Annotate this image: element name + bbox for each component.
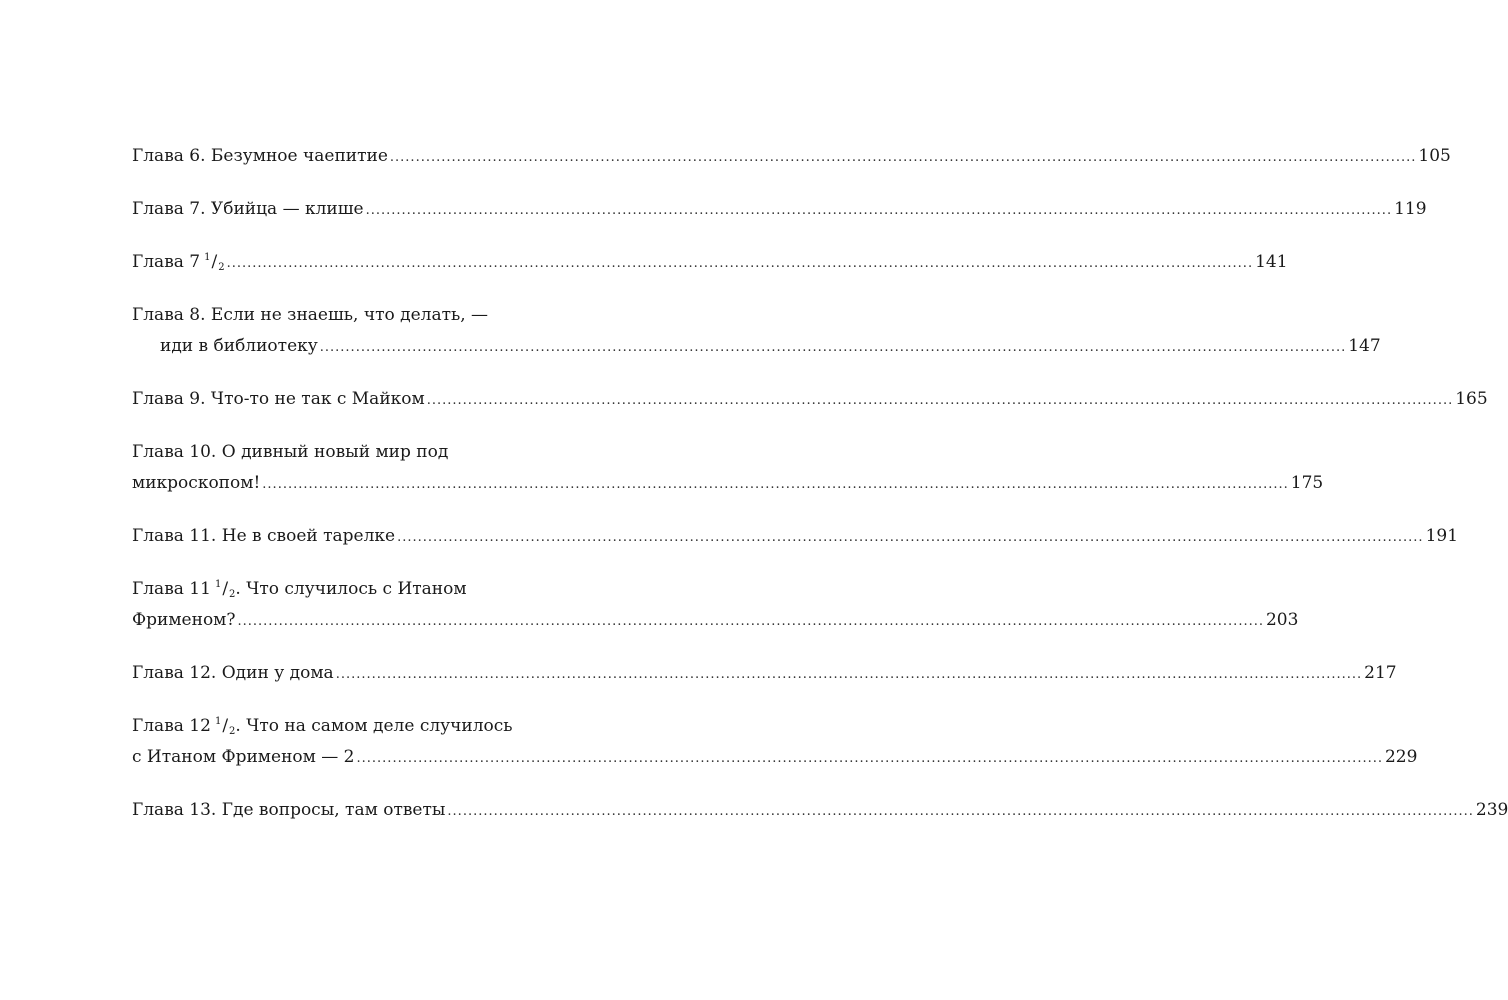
fraction-numerator: 1 [214, 579, 222, 590]
toc-entry-title-rest: . Что на самом деле случилось [235, 716, 513, 736]
dot-leader: ........................................................................................................................................................................................................ [237, 614, 1264, 629]
toc-entry-title [132, 716, 513, 739]
dot-leader: ........................................................................................................................................................................................................ [389, 150, 1417, 165]
dot-leader: ........................................................................................................................................................................................................ [226, 256, 1254, 271]
toc-entry [132, 305, 1381, 357]
toc-entry-title: Глава 9. Что-то не так с Майком [132, 389, 425, 409]
dot-leader: ........................................................................................................................................................................................................ [365, 203, 1393, 218]
toc-entry-title-prefix: Глава 7 [132, 252, 201, 272]
fraction-numerator: 1 [204, 252, 211, 263]
fraction-slash: / [222, 579, 229, 599]
fraction-denominator: 2 [229, 589, 236, 600]
toc-entry-title-prefix: Глава 11 [132, 579, 211, 599]
dot-leader: ........................................................................................................................................................................................................ [262, 477, 1289, 492]
toc-entry-title: Глава 10. О дивный новый мир под [132, 442, 449, 462]
toc-entry [132, 199, 1427, 220]
toc-entry-title-continued: иди в библиотеку [160, 336, 318, 356]
toc-entry-title [132, 252, 225, 275]
toc-entry-title [132, 579, 467, 602]
toc-entry-title: Глава 8. Если не знаешь, что делать, — [132, 305, 489, 325]
toc-entry-page: 147 [1348, 336, 1381, 356]
dot-leader: ........................................................................................................................................................................................................ [356, 751, 1383, 766]
fraction-slash: / [222, 716, 229, 736]
toc-entry [132, 579, 1299, 631]
fraction-denominator: 2 [218, 262, 225, 273]
toc-entry [132, 389, 1488, 410]
toc-entry-title-prefix: Глава 12 [132, 716, 211, 736]
dot-leader: ........................................................................................................................................................................................................ [319, 340, 1347, 355]
toc-entry [132, 716, 1418, 768]
dot-leader: ........................................................................................................................................................................................................ [426, 393, 1454, 408]
toc-entry [132, 146, 1451, 167]
toc-entry-title: Глава 7. Убийца — клише [132, 199, 364, 219]
fraction-slash: / [211, 252, 218, 272]
toc-entry-title: Глава 6. Безумное чаепитие [132, 146, 388, 166]
toc-entry-page: 239 [1475, 800, 1508, 820]
toc-entry-title-rest: . Что случилось с Итаном [235, 579, 467, 599]
toc-entry-page: 165 [1455, 389, 1488, 409]
toc-entry-title-continued: с Итаном Фрименом — 2 [132, 747, 355, 767]
toc-entry [132, 663, 1397, 684]
toc-entry-page: 175 [1290, 473, 1324, 493]
toc-entry-page: 141 [1255, 252, 1288, 272]
toc-entry-page: 229 [1384, 747, 1418, 767]
fraction-denominator: 2 [229, 726, 236, 737]
toc-entry-title-continued: микроскопом! [132, 473, 261, 493]
toc-entry [132, 800, 1508, 821]
toc-entry-page: 191 [1425, 526, 1459, 546]
fraction-numerator: 1 [214, 716, 222, 727]
toc-entry-page: 119 [1394, 199, 1427, 219]
dot-leader: ........................................................................................................................................................................................................ [335, 667, 1363, 682]
toc-entry-page: 217 [1364, 663, 1397, 683]
toc-entry [132, 252, 1288, 273]
toc-entry [132, 442, 1324, 494]
toc-entry-page: 203 [1265, 610, 1299, 630]
dot-leader: ........................................................................................................................................................................................................ [397, 530, 1424, 545]
toc-entry [132, 526, 1459, 547]
toc-entry-title-continued: Фрименом? [132, 610, 236, 630]
toc-entry-title: Глава 12. Один у дома [132, 663, 334, 683]
dot-leader: ........................................................................................................................................................................................................ [447, 804, 1474, 819]
toc-entry-title: Глава 11. Не в своей тарелке [132, 526, 396, 546]
toc-entry-title: Глава 13. Где вопросы, там ответы [132, 800, 446, 820]
table-of-contents [132, 146, 1508, 821]
toc-entry-page: 105 [1418, 146, 1451, 166]
